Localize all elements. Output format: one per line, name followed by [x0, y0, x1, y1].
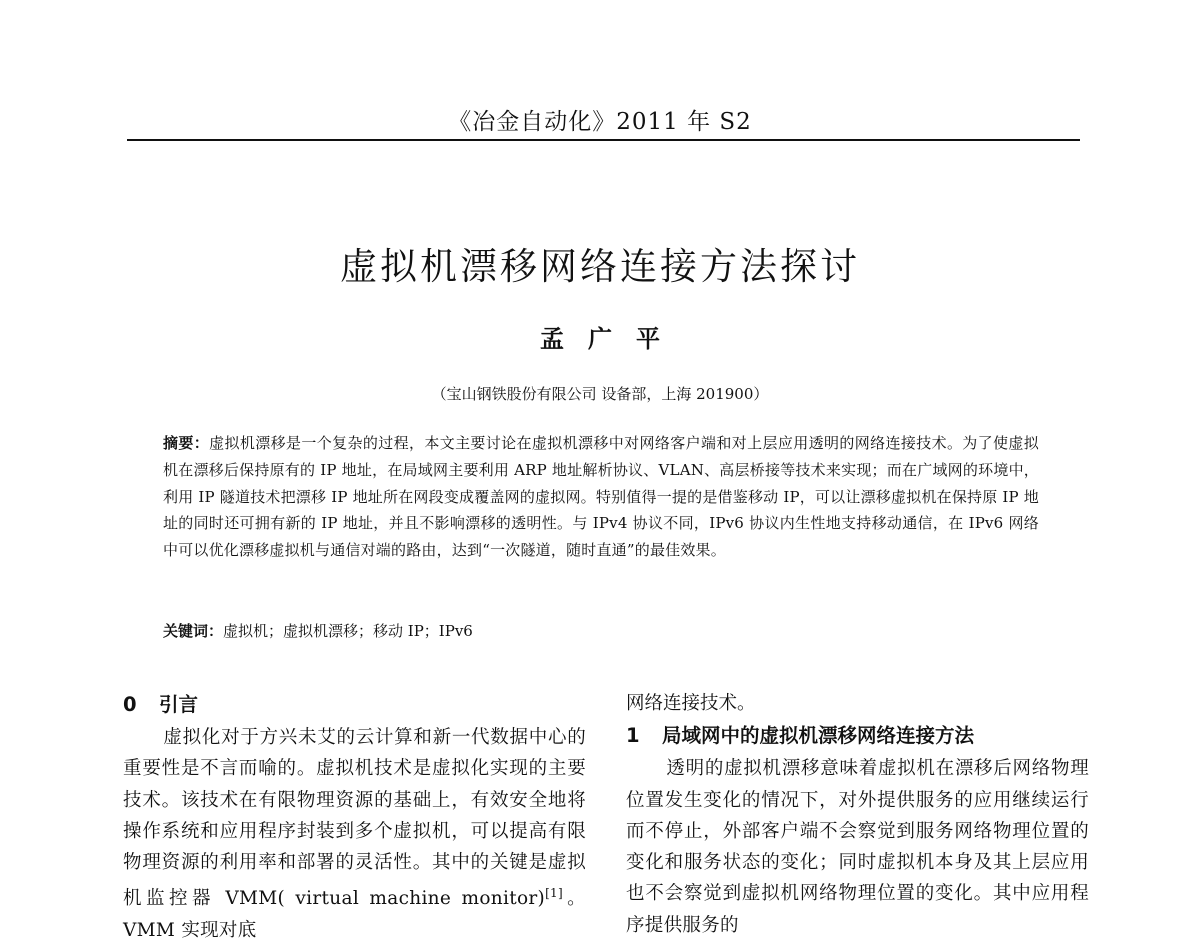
keywords-label: 关键词： [163, 622, 224, 640]
author-name: 孟广平 [540, 324, 684, 353]
section-0-number: 0 [123, 693, 137, 716]
author-affiliation: （宝山钢铁股份有限公司 设备部，上海 201900） [431, 385, 769, 403]
citation-ref: [1] [545, 886, 563, 901]
article-title: 虚拟机漂移网络连接方法探讨 [340, 245, 860, 288]
continuation-text: 网络连接技术。 [626, 693, 756, 714]
section-0-heading [123, 688, 586, 722]
section-0-text-tail: 。VMM 实现对底 [123, 888, 586, 941]
section-0-title: 引言 [159, 693, 199, 716]
section-0-paragraph [123, 722, 586, 946]
section-1-text: 透明的虚拟机漂移意味着虚拟机在漂移后网络物理位置发生变化的情况下，对外提供服务的应用继续运行而不停止，外部客户端不会察觉到服务网络物理位置的变化和服务状态的变化；同时虚拟机本身及其上层应用也不会察觉到虚拟机网络物理位置的变化。其中应用程序提供服务的 [626, 758, 1089, 936]
section-0-text: 虚拟化对于方兴未艾的云计算和新一代数据中心的重要性是不言而喻的。虚拟机技术是虚拟化实现的主要技术。该技术在有限物理资源的基础上，有效安全地将操作系统和应用程序封装到多个虚拟机，可以提高有限物理资源的利用率和部署的灵活性。其中的关键是虚拟机监控器 VMM( virtual machine monitor) [123, 727, 586, 910]
abstract-text: 虚拟机漂移是一个复杂的过程，本文主要讨论在虚拟机漂移中对网络客户端和对上层应用透明的网络连接技术。为了使虚拟机在漂移后保持原有的 IP 地址，在局域网主要利用 ARP 地址解析协议、VLAN、高层桥接等技术来实现；而在广域网的环境中，利用 IP 隧道技术把漂移 IP 地址所在网段变成覆盖网的虚拟网。特别值得一提的是借鉴移动 IP，可以让漂移虚拟机在保持原 IP 地址的同时还可拥有新的 IP 地址，并且不影响漂移的透明性。与 IPv4 协议不同，IPv6 协议内生性地支持移动通信，在 IPv6 网络中可以优化漂移虚拟机与通信对端的路由，达到“一次隧道，随时直通”的最佳效果。 [163, 434, 1039, 560]
keywords [163, 618, 1039, 644]
section-1-heading [626, 719, 1089, 753]
section-1-paragraph [626, 753, 1089, 941]
abstract [163, 430, 1039, 564]
keywords-text: 虚拟机；虚拟机漂移；移动 IP；IPv6 [223, 622, 473, 640]
section-1-number: 1 [626, 724, 640, 748]
header-rule [127, 139, 1080, 141]
left-column [123, 688, 586, 946]
journal-header: 《冶金自动化》2011 年 S2 [448, 109, 752, 135]
right-column [626, 688, 1089, 941]
section-1-title: 局域网中的虚拟机漂移网络连接方法 [662, 724, 975, 748]
abstract-label: 摘要： [163, 434, 210, 452]
